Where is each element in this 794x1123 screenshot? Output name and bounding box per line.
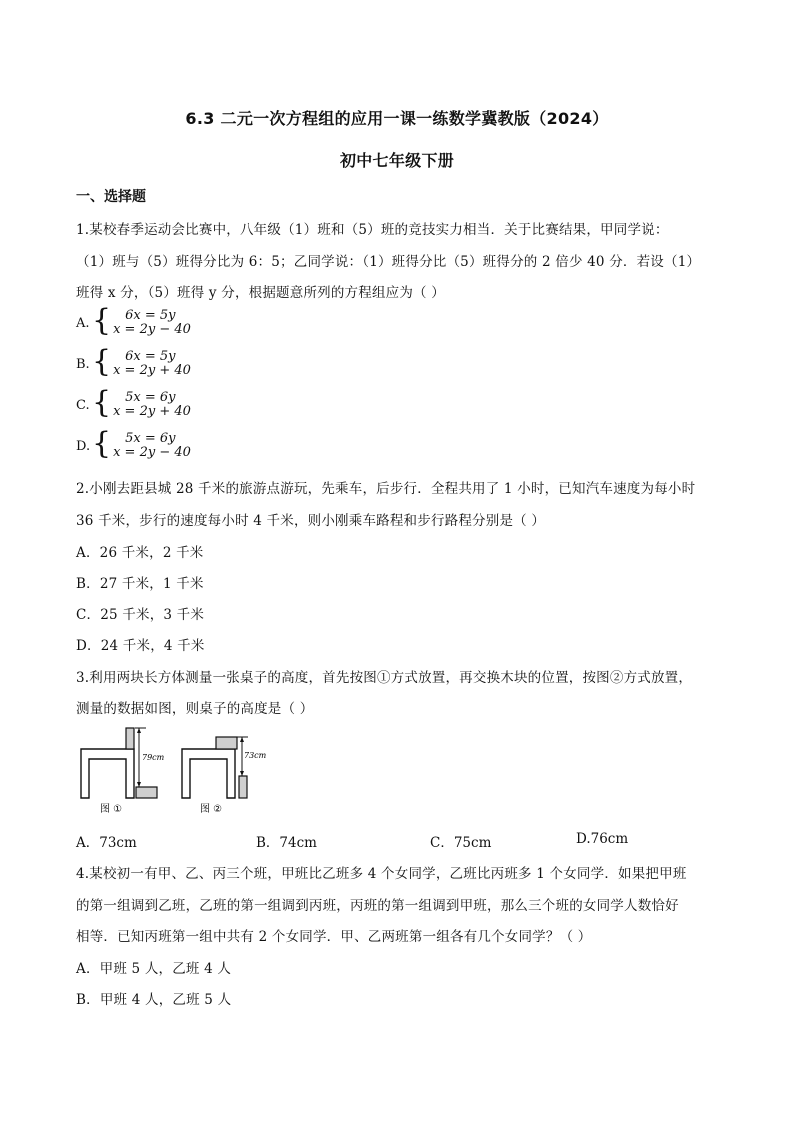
fig1-caption: 图 ① bbox=[100, 804, 123, 815]
wide-block bbox=[216, 737, 237, 749]
q1-option-d[interactable] bbox=[76, 426, 191, 461]
q4-text-line-1: 4.某校初一有甲、乙、丙三个班，甲班比乙班多 4 个女同学，乙班比丙班多 1 个女同学．如果把甲班 bbox=[76, 866, 687, 882]
document-title: 6.3 二元一次方程组的应用一课一练数学冀教版（2024） bbox=[185, 109, 609, 128]
q2-option-d[interactable]: D．24 千米，4 千米 bbox=[76, 638, 205, 654]
section-heading: 一、选择题 bbox=[76, 189, 146, 205]
q3-text-line-2: 测量的数据如图，则桌子的高度是（ ） bbox=[76, 701, 314, 717]
q4-text-line-2: 的第一组调到乙班，乙班的第一组调到丙班，丙班的第一组调到甲班，那么三个班的女同学人数恰好 bbox=[76, 898, 679, 914]
q1-text-line-2: （1）班与（5）班得分比为 6：5；乙同学说：（1）班得分比（5）班得分的 2 倍少 40 分．若设（1） bbox=[76, 254, 701, 270]
equation-2: x = 2y − 40 bbox=[113, 322, 191, 337]
brace-icon: { bbox=[92, 344, 112, 379]
q3-option-d[interactable]: D.76cm bbox=[576, 831, 629, 847]
equation-2: x = 2y + 40 bbox=[113, 404, 191, 419]
document-subtitle: 初中七年级下册 bbox=[339, 151, 455, 170]
brace-icon: { bbox=[92, 385, 112, 420]
fig2-caption: 图 ② bbox=[200, 804, 223, 815]
tall-block bbox=[126, 728, 134, 749]
option-letter: D. bbox=[76, 438, 91, 454]
fig2-measure-label: 73cm bbox=[244, 751, 267, 760]
q2-text-line-1: 2.小刚去距县城 28 千米的旅游点游玩，先乘车，后步行．全程共用了 1 小时，已知汽车速度为每小时 bbox=[76, 481, 696, 497]
q3-option-a[interactable]: A．73cm bbox=[76, 835, 137, 851]
q4-option-b[interactable]: B．甲班 4 人，乙班 5 人 bbox=[76, 992, 232, 1008]
equation-1: 5x = 6y bbox=[125, 431, 176, 446]
equation-2: x = 2y − 40 bbox=[113, 445, 191, 460]
table-height-figure bbox=[76, 726, 276, 818]
tall-block bbox=[239, 776, 247, 798]
q1-option-a[interactable] bbox=[76, 303, 191, 338]
equation-2: x = 2y + 40 bbox=[113, 363, 191, 378]
brace-icon: { bbox=[92, 303, 112, 338]
figure-2 bbox=[182, 737, 267, 815]
equation-1: 5x = 6y bbox=[125, 390, 176, 405]
q1-option-c[interactable] bbox=[76, 385, 191, 420]
equation-1: 6x = 5y bbox=[125, 308, 176, 323]
q1-text-line-3: 班得 x 分，（5）班得 y 分，根据题意所列的方程组应为（ ） bbox=[76, 285, 445, 301]
fig1-measure-label: 79cm bbox=[142, 753, 165, 762]
option-letter: C. bbox=[76, 397, 90, 413]
q2-option-b[interactable]: B．27 千米，1 千米 bbox=[76, 576, 204, 592]
q3-option-b[interactable]: B．74cm bbox=[256, 835, 317, 851]
q1-text-line-1: 1.某校春季运动会比赛中，八年级（1）班和（5）班的竞技实力相当．关于比赛结果，甲同学说： bbox=[76, 222, 669, 238]
q3-text-line-1: 3.利用两块长方体测量一张桌子的高度，首先按图①方式放置，再交换木块的位置，按图②方式放置， bbox=[76, 670, 693, 686]
q4-text-line-3: 相等．已知丙班第一组中共有 2 个女同学．甲、乙两班第一组各有几个女同学？（ ） bbox=[76, 929, 592, 945]
q3-option-c[interactable]: C．75cm bbox=[430, 835, 492, 851]
equation-1: 6x = 5y bbox=[125, 349, 176, 364]
option-letter: A. bbox=[76, 315, 90, 331]
q2-option-c[interactable]: C．25 千米，3 千米 bbox=[76, 607, 205, 623]
figure-1 bbox=[81, 728, 165, 815]
brace-icon: { bbox=[92, 426, 112, 461]
option-letter: B. bbox=[76, 356, 90, 372]
q2-text-line-2: 36 千米，步行的速度每小时 4 千米，则小刚乘车路程和步行路程分别是（ ） bbox=[76, 513, 546, 529]
wide-block bbox=[136, 787, 157, 798]
q2-option-a[interactable]: A．26 千米，2 千米 bbox=[76, 545, 204, 561]
q4-option-a[interactable]: A．甲班 5 人，乙班 4 人 bbox=[76, 961, 232, 977]
q1-option-b[interactable] bbox=[76, 344, 191, 379]
